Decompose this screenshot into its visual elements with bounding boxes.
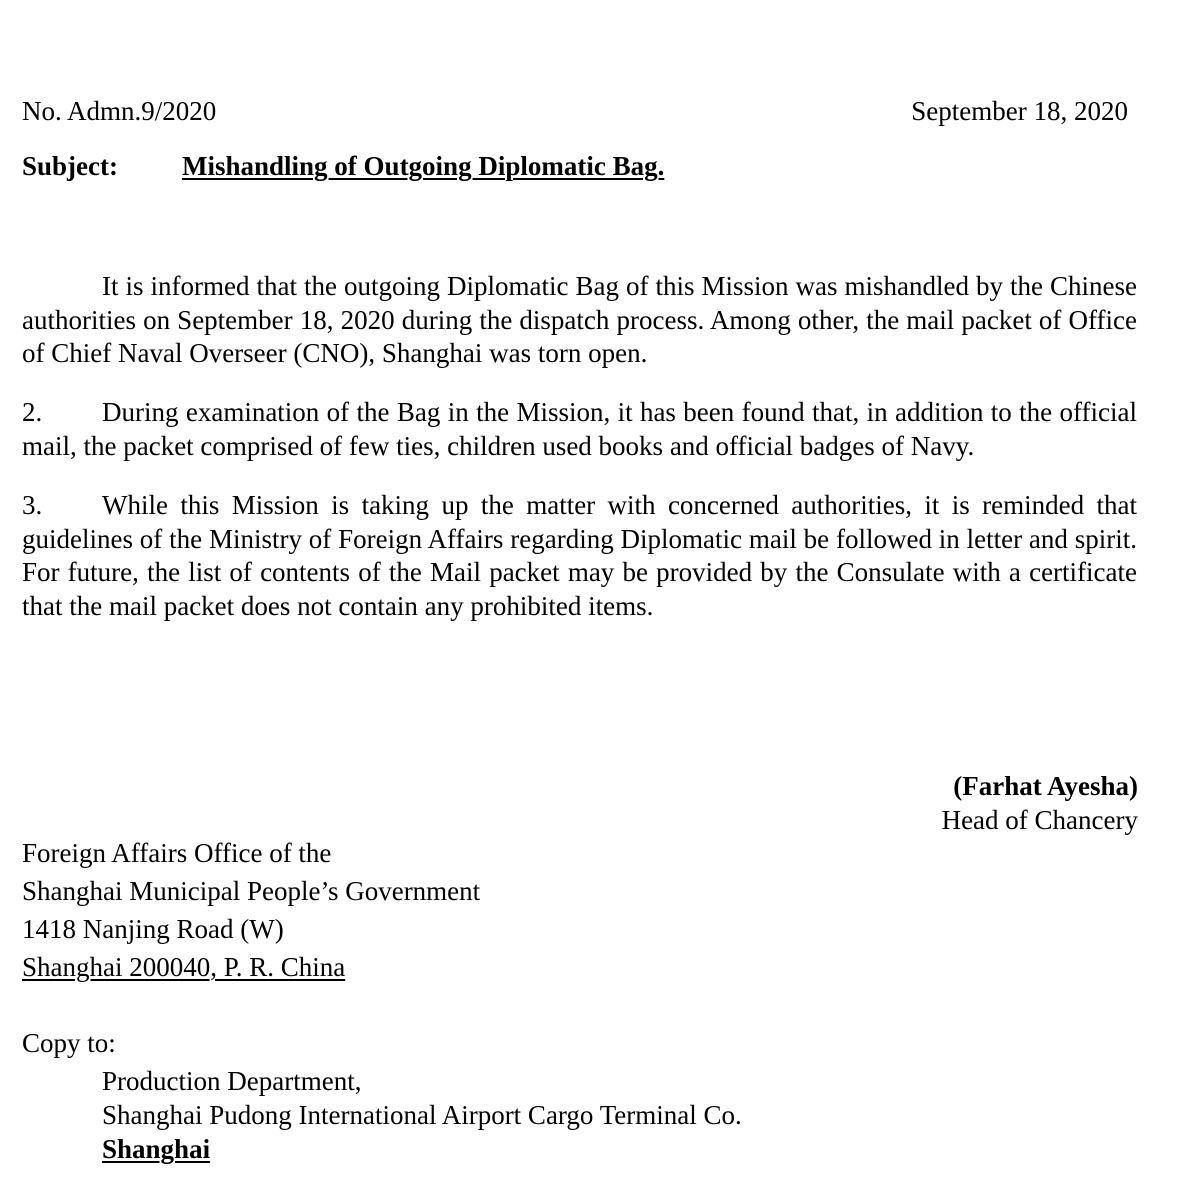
subject-text: Mishandling of Outgoing Diplomatic Bag. [182, 151, 665, 181]
body-paragraph-2 [22, 396, 1137, 463]
letter-date: September 18, 2020 [911, 96, 1128, 126]
signer-title: Head of Chancery [941, 805, 1138, 835]
addressee-line: 1418 Nanjing Road (W) [22, 914, 284, 944]
signer-name: (Farhat Ayesha) [953, 771, 1138, 801]
addressee-line: Foreign Affairs Office of the [22, 838, 332, 868]
reference-number: No. Admn.9/2020 [22, 96, 217, 126]
paragraph-3-number: 3. [22, 490, 43, 520]
subject-label: Subject: [22, 151, 118, 181]
paragraph-2-text: During examination of the Bag in the Mission, it has been found that, in addition to the official mail, the packet comprised of few ties, children used books and official badges of Navy. [22, 397, 1137, 461]
body-paragraph-3 [22, 489, 1137, 623]
copy-to-line: Production Department, [102, 1066, 362, 1096]
addressee-city-line: Shanghai 200040, P. R. China [22, 952, 346, 982]
body-paragraph-1: It is informed that the outgoing Diplomatic Bag of this Mission was mishandled by the Chinese authorities on September 18, 2020 during the dispatch process. Among other, the mail packet of Office of Chief Naval Overseer (CNO), Shanghai was torn open. [22, 271, 1137, 368]
copy-to-line: Shanghai Pudong International Airport Cargo Terminal Co. [102, 1100, 742, 1130]
paragraph-3-text: While this Mission is taking up the matter with concerned authorities, it is reminded that guidelines of the Ministry of Foreign Affairs regarding Diplomatic mail be followed in letter and spirit. For future, the list of contents of the Mail packet may be provided by the Consulate with a certificate that the mail packet does not contain any prohibited items. [22, 490, 1137, 621]
paragraph-2-number: 2. [22, 397, 43, 427]
addressee-line: Shanghai Municipal People’s Government [22, 876, 481, 906]
copy-to-label: Copy to: [22, 1028, 116, 1058]
copy-to-city: Shanghai [102, 1134, 211, 1164]
